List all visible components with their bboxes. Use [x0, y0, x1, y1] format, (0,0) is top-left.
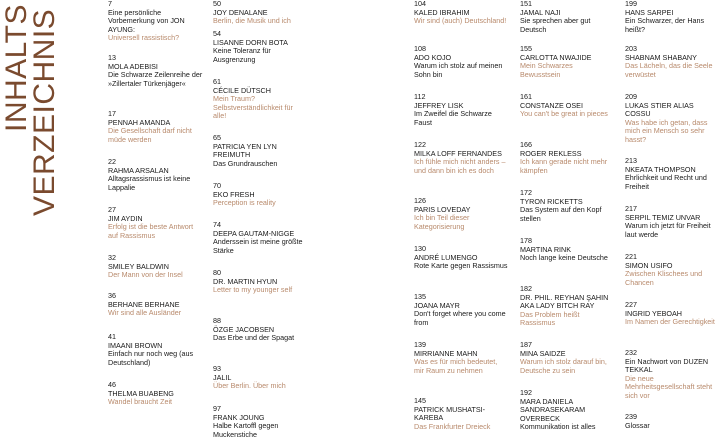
page-number: 122 [414, 140, 426, 149]
toc-entry [414, 197, 509, 231]
page-number: 209 [625, 92, 637, 101]
page-number: 7 [108, 0, 112, 8]
toc-entry [414, 141, 509, 175]
page-number: 232 [625, 348, 637, 357]
author-name: THELMA BUABENG [108, 388, 174, 398]
author-name: TYRON RICKETTS [520, 196, 583, 206]
toc-entry [108, 158, 203, 192]
author-name: INGRID YEBOAH [625, 308, 682, 318]
author-name: HANS SARPEI [625, 7, 674, 17]
toc-entry [414, 397, 509, 431]
page-number: 54 [213, 29, 221, 38]
page-number: 151 [520, 0, 532, 8]
toc-entry [108, 0, 203, 43]
page-number: 61 [213, 77, 221, 86]
toc-entry [108, 54, 203, 88]
author-name: NKEATA THOMPSON [625, 164, 696, 174]
page-number: 50 [213, 0, 221, 8]
entry-title: Das Lächeln, das die Seele verwüstet [625, 61, 713, 79]
author-name: SERPIL TEMIZ UNVAR [625, 212, 701, 222]
author-name: CÉCILE DÜTSCH [213, 85, 271, 95]
toc-entry [625, 349, 720, 401]
entry-title: You can't be great in pieces [520, 109, 608, 119]
entry-text: Die Schwarze Zeilenreihe der »Zillertaler Türkenjäger« [108, 70, 203, 88]
entry-title: Die Gesellschaft darf nicht müde werden [108, 126, 192, 144]
entry-title: Wandel braucht Zeit [108, 397, 173, 407]
author-name: CARLOTTA NWAJIDE [520, 52, 592, 62]
author-name: PENNAH AMANDA [108, 117, 171, 127]
entry-text: Noch lange keine Deutsche [520, 253, 608, 263]
page-number: 80 [213, 268, 221, 277]
entry-title: Ich fühle mich nicht anders – und dann bin ich es doch [414, 157, 506, 175]
page-number: 27 [108, 205, 116, 214]
page-number: 46 [108, 380, 116, 389]
toc-entry [213, 182, 308, 208]
toc-entry [108, 292, 203, 318]
author-name: MINA SAIDZE [520, 348, 566, 358]
entry-text: Rote Karte gegen Rassismus [414, 261, 508, 271]
author-name: ANDRÉ LUMENGO [414, 252, 478, 262]
entry-text: Don't forget where you come from [414, 309, 506, 327]
author-name: LISANNE DORN BOTA [213, 37, 288, 47]
entry-title: Die neue Mehrheitsgesellschaft steht sich vor [625, 373, 713, 400]
toc-entry [520, 285, 610, 328]
author-name: SMILEY BALDWIN [108, 261, 169, 271]
author-name: MIRRIANNE MAHN [414, 348, 478, 358]
entry-text: Das System auf den Kopf stellen [520, 205, 602, 223]
entry-text: Kommunikation ist alles [520, 422, 596, 432]
toc-entry [108, 381, 203, 407]
entry-text: Das Erbe und der Spagat [213, 333, 295, 343]
toc-entry [520, 189, 610, 223]
page-number: 65 [213, 133, 221, 142]
page-number: 239 [625, 412, 637, 421]
entry-title: Universell rassistisch? [108, 33, 180, 43]
toc-entry [414, 0, 509, 26]
page-number: 192 [520, 388, 532, 397]
entry-text: Keine Toleranz für Ausgrenzung [213, 46, 271, 64]
author-name: JOY DENALANE [213, 7, 268, 17]
entry-title: Der Mann von der Insel [108, 270, 183, 280]
toc-entry [625, 413, 720, 430]
toc-entry [414, 293, 509, 327]
author-name: BERHANE BERHANE [108, 299, 180, 309]
page-number: 22 [108, 157, 116, 166]
page-number: 217 [625, 204, 637, 213]
toc-entry [414, 45, 509, 79]
author-name: DR. PHIL. REYHAN ŞAHIN AKA LADY BITCH RAY [520, 292, 609, 311]
author-name: JEFFREY LISK [414, 100, 464, 110]
page-number: 155 [520, 44, 532, 53]
author-name: ADO KOJO [414, 52, 452, 62]
toc-entry [520, 93, 610, 119]
page-number: 213 [625, 156, 637, 165]
page-number: 130 [414, 244, 426, 253]
entry-title: Mein Traum? Selbstverständlichkeit für alle! [213, 94, 293, 121]
toc-entry [213, 269, 308, 295]
toc-entry [108, 206, 203, 240]
entry-title: Perception is reality [213, 198, 276, 208]
author-name: ÖZGE JACOBSEN [213, 324, 275, 334]
author-name: LUKAS STIER ALIAS COSSU [625, 100, 694, 119]
author-name: DR. MARTIN HYUN [213, 276, 278, 286]
page-number: 97 [213, 404, 221, 413]
author-name: SHABNAM SHABANY [625, 52, 697, 62]
page-number: 166 [520, 140, 532, 149]
entry-title: Ich bin Teil dieser Kategorisierung [414, 213, 470, 231]
toc-entry [625, 45, 720, 79]
author-name: FRANK JOUNG [213, 412, 265, 422]
toc-entry [213, 317, 308, 343]
toc-entry [625, 93, 720, 145]
page-number: 41 [108, 332, 116, 341]
author-name: EKO FRESH [213, 189, 255, 199]
entry-title: Warum ich stolz darauf bin, Deutsche zu sein [520, 357, 607, 375]
author-name: RAHMA ARSALAN [108, 165, 169, 175]
author-name: MARTINA RINK [520, 244, 571, 254]
entry-text: Eine persönliche Vorbemerkung von JON AYUNG: [108, 7, 185, 34]
author-name: JALIL [213, 372, 232, 382]
page-number: 172 [520, 188, 532, 197]
entry-title: Wir sind (auch) Deutschland! [414, 16, 507, 26]
page-number: 221 [625, 252, 637, 261]
entry-title: Wir sind alle Ausländer [108, 308, 182, 318]
entry-text: Anderssein ist meine größte Stärke [213, 237, 303, 255]
toc-entry [108, 110, 203, 144]
entry-title: Letter to my younger self [213, 285, 293, 295]
entry-text: Warum ich stolz auf meinen Sohn bin [414, 61, 503, 79]
toc-entry [108, 333, 203, 367]
entry-text: Das Grundrauschen [213, 158, 278, 168]
toc-entry [625, 205, 720, 239]
page-number: 199 [625, 0, 637, 8]
toc-entry [108, 254, 203, 280]
page-number: 145 [414, 396, 426, 405]
page-number: 74 [213, 220, 221, 229]
entry-text: Einfach nur noch weg (aus Deutschland) [108, 349, 194, 367]
author-name: JAMAL NAJI [520, 7, 561, 17]
page-number: 104 [414, 0, 426, 8]
toc-entry [213, 78, 308, 121]
entry-text: Alltagsrassismus ist keine Lappalie [108, 174, 191, 192]
vertical-title [0, 0, 60, 220]
author-name: PATRICK MUSHATSI-KAREBA [414, 404, 486, 423]
toc-entry [414, 341, 509, 375]
title-line-2: VERZEICHNIS [28, 8, 61, 216]
author-name: PATRICIA YEN LYN FREIMUTH [213, 141, 277, 160]
entry-title: Ich kann gerade nicht mehr kämpfen [520, 157, 608, 175]
page-number: 93 [213, 364, 221, 373]
toc-entry [213, 134, 308, 168]
toc-entry [414, 245, 509, 271]
author-name: PARIS LOVEDAY [414, 204, 471, 214]
page-number: 70 [213, 181, 221, 190]
entry-title: Berlin, die Musik und ich [213, 16, 291, 26]
toc-entry [625, 301, 720, 327]
page-number: 203 [625, 44, 637, 53]
entry-title: Zwischen Klischees und Chancen [625, 269, 703, 287]
entry-text: Warum ich jetzt für Freiheit laut werde [625, 221, 711, 239]
author-name: IMAANI BROWN [108, 340, 163, 350]
entry-title: Was habe ich getan, dass mich ein Mensch so sehr hasst? [625, 117, 708, 144]
page-number: 88 [213, 316, 221, 325]
toc-entry [520, 141, 610, 175]
page-number: 108 [414, 44, 426, 53]
toc-entry [414, 93, 509, 127]
entry-text: Glossar [625, 420, 650, 430]
toc-entry [520, 389, 610, 432]
toc-entry [213, 0, 308, 26]
page-number: 135 [414, 292, 426, 301]
page-number: 36 [108, 291, 116, 300]
entry-title: Was es für mich bedeutet, mir Raum zu nehmen [414, 357, 498, 375]
entry-title: Mein Schwarzes Bewusstsein [520, 61, 573, 79]
author-name: JIM AYDIN [108, 213, 143, 223]
entry-text: Ehrlichkeit und Recht und Freiheit [625, 173, 707, 191]
toc-entry [213, 405, 308, 439]
toc-entry [625, 157, 720, 191]
entry-text: Halbe Kartoffl gegen Muckenstiche [213, 421, 279, 439]
entry-text: Im Zweifel die Schwarze Faust [414, 109, 492, 127]
toc-entry [520, 341, 610, 375]
author-name: ROGER REKLESS [520, 148, 582, 158]
entry-title: Das Problem heißt Rassismus [520, 309, 580, 328]
page-number: 187 [520, 340, 532, 349]
entry-title: Im Namen der Gerechtigkeit [625, 317, 715, 327]
page-number: 17 [108, 109, 116, 118]
entry-title: Erfolg ist die beste Antwort auf Rassismus [108, 222, 194, 240]
author-name: JOANA MAYR [414, 300, 460, 310]
author-name: MILKA LOFF FERNANDES [414, 148, 502, 158]
toc-entry [213, 30, 308, 64]
entry-text: Sie sprechen aber gut Deutsch [520, 16, 591, 34]
toc-entry [625, 253, 720, 287]
toc-entry [625, 0, 720, 34]
toc-entry [520, 0, 610, 34]
page-number: 182 [520, 284, 532, 293]
author-name: MOLA ADEBISI [108, 61, 158, 71]
page-number: 112 [414, 92, 426, 101]
page-number: 178 [520, 236, 532, 245]
entry-text: Ein Nachwort von DUZEN TEKKAL [625, 356, 709, 375]
toc-entry [520, 237, 610, 263]
toc-entry [213, 221, 308, 255]
toc-entry [213, 365, 308, 391]
toc-entry [520, 45, 610, 79]
author-name: CONSTANZE OSEI [520, 100, 583, 110]
author-name: MARA DANIELA SANDRASEKARAM OVERBECK [520, 396, 586, 423]
entry-title: Das Frankfurter Dreieck [414, 421, 491, 431]
entry-title: Über Berlin. Über mich [213, 381, 286, 391]
page-number: 126 [414, 196, 426, 205]
page-number: 32 [108, 253, 116, 262]
page-number: 13 [108, 53, 116, 62]
page-number: 139 [414, 340, 426, 349]
author-name: KALED IBRAHIM [414, 7, 470, 17]
title-line-1: INHALTS [0, 4, 33, 132]
author-name: DEEPA GAUTAM-NIGGE [213, 228, 295, 238]
page-number: 227 [625, 300, 637, 309]
author-name: SIMON USIFO [625, 260, 673, 270]
page-number: 161 [520, 92, 532, 101]
entry-text: Ein Schwarzer, der Hans heißt? [625, 16, 705, 34]
